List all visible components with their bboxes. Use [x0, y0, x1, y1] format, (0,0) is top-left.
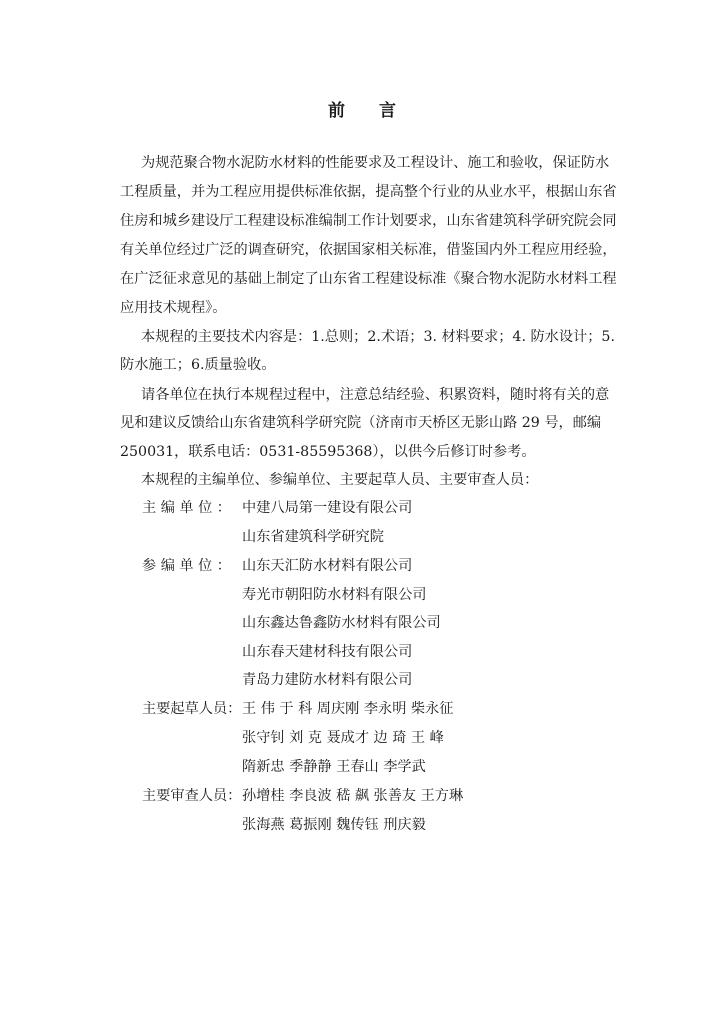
chief-units-label: 主 编 单 位 ： — [142, 500, 231, 516]
reviewers-line-2: 张海燕 葛振刚 魏传钰 刑庆毅 — [242, 817, 426, 833]
para3-line-2: 见和建议反馈给山东省建筑科学研究院（济南市天桥区无影山路 29 号，邮编 — [120, 415, 602, 431]
para1-line-2: 工程质量，并为工程应用提供标准依据，提高整个行业的从业水平，根据山东省 — [120, 184, 617, 200]
chief-unit-1: 中建八局第一建设有限公司 — [242, 500, 413, 516]
para1-line-4: 有关单位经过广泛的调查研究，依据国家相关标准，借鉴国内外工程应用经验， — [120, 242, 617, 258]
page-title — [0, 96, 724, 121]
reviewers-label: 主要审查人员： — [142, 788, 242, 804]
drafters-line-2: 张守钊 刘 克 聂成才 边 琦 王 峰 — [242, 730, 444, 746]
participating-units-label: 参 编 单 位 ： — [142, 558, 231, 574]
para3-line-1: 请各单位在执行本规程过程中，注意总结经验、积累资料，随时将有关的意 — [141, 387, 610, 403]
participating-unit-4: 山东春天建材科技有限公司 — [242, 644, 413, 660]
title-char-2: 言 — [378, 101, 396, 121]
drafters-line-1: 王 伟 于 科 周庆刚 李永明 柴永征 — [242, 701, 454, 717]
para1-line-1: 为规范聚合物水泥防水材料的性能要求及工程设计、施工和验收，保证防水 — [141, 155, 610, 171]
drafters-label: 主要起草人员： — [142, 701, 242, 717]
participating-unit-3: 山东鑫达鲁鑫防水材料有限公司 — [242, 615, 441, 631]
title-char-1: 前 — [328, 101, 346, 121]
para1-line-6: 应用技术规程》。 — [120, 300, 227, 316]
para1-line-3: 住房和城乡建设厅工程建设标准编制工作计划要求，山东省建筑科学研究院会同 — [120, 213, 617, 229]
participating-unit-1: 山东天汇防水材料有限公司 — [242, 558, 413, 574]
para2-line-1: 本规程的主要技术内容是：1.总则；2.术语；3. 材料要求；4. 防水设计；5. — [141, 329, 615, 345]
drafters-line-3: 隋新忠 季静静 王春山 李学武 — [242, 759, 426, 775]
chief-unit-2: 山东省建筑科学研究院 — [242, 529, 384, 545]
para2-line-2: 防水施工；6.质量验收。 — [120, 357, 276, 373]
para1-line-5: 在广泛征求意见的基础上制定了山东省工程建设标准《聚合物水泥防水材料工程 — [120, 271, 617, 287]
participating-unit-5: 青岛力建防水材料有限公司 — [242, 672, 413, 688]
para3-line-3: 250031，联系电话：0531-85595368），以供今后修订时参考。 — [120, 444, 536, 460]
reviewers-line-1: 孙增桂 李良波 嵇 飙 张善友 王方琳 — [242, 788, 464, 804]
participating-unit-2: 寿光市朝阳防水材料有限公司 — [242, 587, 427, 603]
para4-line-1: 本规程的主编单位、参编单位、主要起草人员、主要审查人员： — [141, 472, 539, 488]
